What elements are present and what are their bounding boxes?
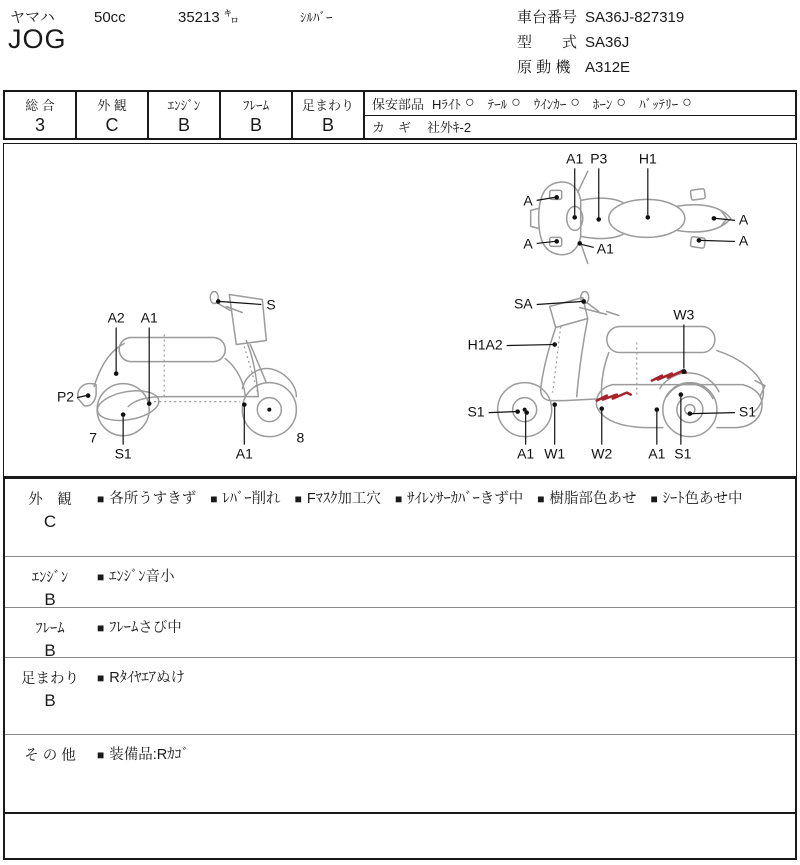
- top-view-label-a1-front: A1: [566, 150, 584, 167]
- key-value: 社外ｷ-2: [427, 120, 472, 136]
- safety-parts-label: 保安部品: [372, 96, 425, 112]
- section-other: [5, 734, 795, 812]
- status-ok-circle-icon: ○: [511, 94, 521, 112]
- rating-overall-value: 3: [34, 115, 45, 135]
- section-engine-header: ｴﾝｼﾞﾝ B: [31, 570, 69, 609]
- engine-label: 原 動 機: [517, 59, 571, 76]
- section-frame: [5, 607, 795, 660]
- right-view-label-w2: W2: [591, 445, 613, 462]
- safety-parts-panel: [365, 92, 795, 138]
- bullet-icon: ■: [97, 621, 105, 635]
- right-view-label-w1: W1: [544, 445, 566, 462]
- note-item: ■ 装備品:Rｶｺﾞ: [97, 747, 189, 763]
- left-view-label-s1: S1: [114, 445, 132, 462]
- rating-exterior-value: C: [105, 115, 119, 135]
- safety-item-taillight: ﾃｰﾙ ○: [487, 94, 521, 112]
- section-undercarriage-header: 足まわり B: [21, 671, 79, 710]
- note-item: ■ Fﾏｽｸ加工穴: [294, 491, 381, 507]
- engine-row: [517, 55, 684, 80]
- left-view-label-a1-floor: A1: [235, 445, 253, 462]
- rating-exterior: [77, 92, 149, 138]
- safety-item-winker: ｳｲﾝｶｰ ○: [533, 94, 580, 112]
- header-right: [517, 5, 684, 80]
- chassis-number-label: 車台番号: [517, 9, 578, 26]
- note-item: ■ ﾚﾊﾞｰ削れ: [210, 491, 281, 507]
- left-view-label-s: S: [266, 296, 276, 313]
- top-view-label-a1-bottom: A1: [596, 240, 614, 257]
- section-exterior-header: 外 観 C: [28, 492, 72, 531]
- note-item: ■ ｴﾝｼﾞﾝ音小: [97, 569, 175, 585]
- scooter-top-view: [523, 150, 749, 263]
- left-view-label-a2: A2: [107, 309, 125, 326]
- bullet-icon: ■: [537, 492, 545, 506]
- safety-item-battery: ﾊﾞｯﾃﾘｰ ○: [639, 94, 692, 112]
- bullet-icon: ■: [210, 492, 218, 506]
- top-view-label-a-left-bottom: A: [523, 235, 533, 252]
- key-row: [365, 116, 795, 139]
- engine-value: A312E: [585, 59, 631, 76]
- note-item: ■ ｻｲﾚﾝｻｰｶﾊﾞｰきず中: [394, 491, 524, 507]
- rating-undercarriage: [293, 92, 365, 138]
- note-item: ■ ﾌﾚｰﾑさび中: [97, 620, 182, 636]
- right-view-label-w3: W3: [673, 306, 695, 323]
- status-ok-circle-icon: ○: [570, 94, 580, 112]
- top-view-label-h1: H1: [638, 150, 657, 167]
- right-view-label-a1-frontwheel: A1: [517, 445, 535, 462]
- top-view-label-a-right-top: A: [738, 211, 749, 228]
- chassis-number-row: [517, 5, 684, 30]
- rating-engine-value: B: [177, 115, 190, 135]
- bullet-icon: ■: [97, 492, 105, 506]
- body-color: ｼﾙﾊﾞｰ: [300, 10, 333, 25]
- section-exterior: [5, 479, 795, 556]
- top-view-label-a-left-top: A: [523, 192, 533, 209]
- note-item: ■ 樹脂部色あせ: [537, 491, 637, 507]
- rating-exterior-label: 外 観: [97, 98, 127, 113]
- bullet-icon: ■: [97, 748, 105, 762]
- note-item: ■ Rﾀｲﾔｴｱぬけ: [97, 670, 185, 686]
- note-item: ■ ｼｰﾄ色あせ中: [650, 491, 743, 507]
- safety-item-headlight: Hﾗｲﾄ ○: [432, 94, 475, 112]
- section-exterior-notes: [95, 479, 795, 556]
- rating-undercarriage-label: 足まわり: [301, 98, 354, 113]
- rating-frame-label: ﾌﾚｰﾑ: [243, 98, 269, 113]
- right-view-label-a1-rear: A1: [648, 445, 666, 462]
- model-name: JOG: [8, 24, 67, 54]
- right-view-label-h1a2: H1A2: [467, 336, 503, 353]
- scooter-left-side-view: [57, 291, 305, 461]
- mileage: 35213 ㌔: [178, 9, 239, 26]
- section-engine-notes: [95, 557, 795, 607]
- bullet-icon: ■: [97, 671, 105, 685]
- section-undercarriage: [5, 657, 795, 734]
- top-view-label-p3: P3: [590, 150, 608, 167]
- right-view-label-s1-rear: S1: [674, 445, 692, 462]
- condition-notes: [3, 477, 797, 860]
- left-view-label-a1-seat: A1: [140, 309, 158, 326]
- status-ok-circle-icon: ○: [616, 94, 627, 112]
- section-other-notes: [95, 735, 795, 812]
- bullet-icon: ■: [97, 570, 105, 584]
- left-view-label-p2: P2: [56, 388, 75, 405]
- rating-engine: [149, 92, 221, 138]
- section-engine: [5, 556, 795, 607]
- rating-overall-label: 総 合: [25, 98, 55, 113]
- top-view-label-a-right-bottom: A: [738, 232, 749, 249]
- status-ok-circle-icon: ○: [682, 94, 692, 112]
- right-view-label-s1-rearwheel: S1: [738, 403, 757, 420]
- section-other-header: そ の 他: [24, 748, 76, 764]
- section-frame-notes: [95, 608, 795, 657]
- rating-overall: [5, 92, 77, 138]
- left-view-label-7: 7: [89, 429, 98, 446]
- scooter-right-side-view: [467, 291, 764, 461]
- right-view-label-s1-front: S1: [467, 403, 485, 420]
- note-item: ■ 各所うすきず: [97, 491, 197, 507]
- bullet-icon: ■: [294, 492, 302, 506]
- right-view-label-sa: SA: [513, 295, 533, 312]
- bullet-icon: ■: [650, 492, 658, 506]
- left-view-label-8: 8: [296, 429, 305, 446]
- rating-frame: [221, 92, 293, 138]
- section-frame-header: ﾌﾚｰﾑ B: [35, 621, 65, 660]
- scooter-diagrams: [4, 144, 796, 476]
- rating-frame-value: B: [249, 115, 262, 135]
- header-left: [10, 6, 510, 27]
- empty-footer-row: [5, 812, 795, 858]
- chassis-number-value: SA36J-827319: [585, 9, 685, 26]
- safety-item-horn: ﾎｰﾝ ○: [592, 94, 627, 112]
- displacement: 50cc: [94, 9, 126, 26]
- safety-parts-row: [365, 92, 795, 116]
- ratings-bar: [3, 90, 797, 140]
- rating-undercarriage-value: B: [321, 115, 334, 135]
- section-undercarriage-notes: [95, 658, 795, 734]
- type-label: 型 式: [517, 34, 578, 51]
- status-ok-circle-icon: ○: [464, 94, 475, 112]
- damage-diagram-box: [3, 143, 797, 477]
- maker-name: ヤマハ: [10, 9, 55, 26]
- key-label: カ ギ: [372, 120, 412, 136]
- type-row: [517, 30, 684, 55]
- rating-engine-label: ｴﾝｼﾞﾝ: [167, 98, 201, 113]
- type-value: SA36J: [585, 34, 630, 51]
- bullet-icon: ■: [394, 492, 403, 506]
